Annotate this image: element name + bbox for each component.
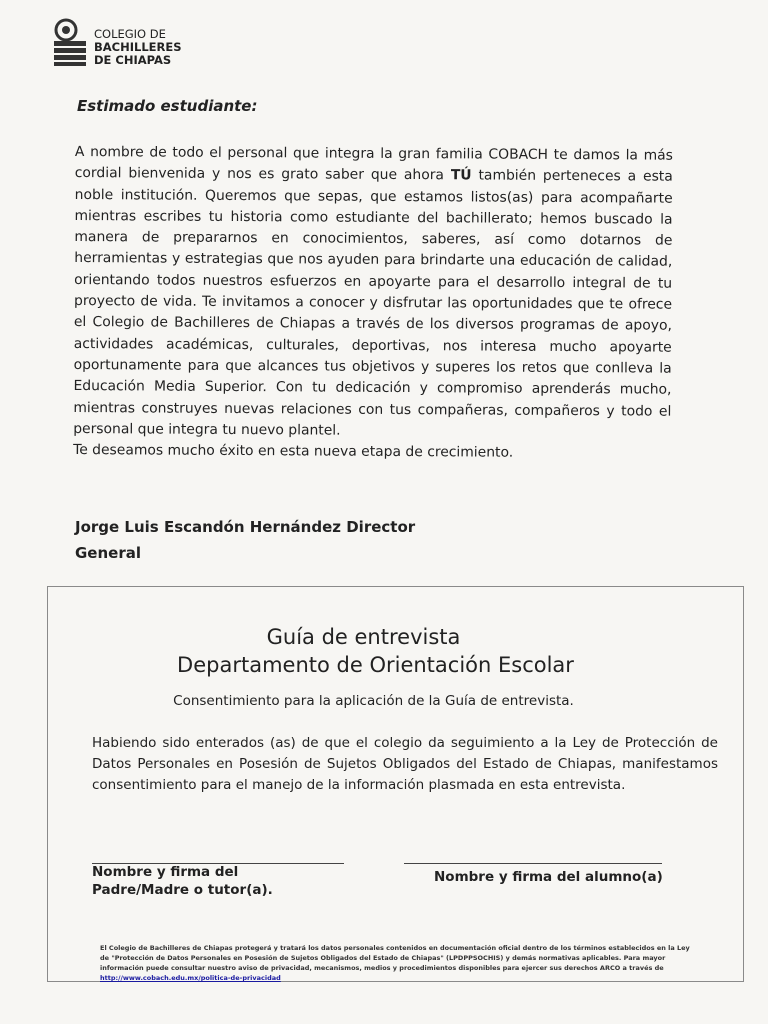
consent-paragraph: Habiendo sido enterados (as) de que el colegio da seguimiento a la Ley de Protección de Datos Personales en Posesión de Sujetos Obligados del Estado de Chiapas, manifestamos consentimiento para el manejo de la información plasmada en esta entrevista.	[92, 735, 718, 793]
logo-wordmark	[94, 28, 182, 67]
student-signature-line	[404, 863, 662, 864]
guide-subtitle: Consentimiento para la aplicación de la Guía de entrevista.	[173, 693, 574, 709]
student-signature-label: Nombre y firma del alumno(a)	[434, 869, 663, 885]
logo-line-2: BACHILLERES	[94, 40, 182, 54]
guide-department: Departamento de Orientación Escolar	[177, 653, 574, 677]
logo-line-1: COLEGIO DE	[94, 27, 166, 41]
letter-text-part-1: A nombre de todo el personal que integra la gran familia COBACH te damos la más cordial bienvenida y nos es grato saber que ahora	[74, 143, 673, 184]
letter-signature	[75, 514, 415, 566]
letter-greeting: Estimado estudiante:	[77, 97, 258, 115]
consent-form-box	[47, 586, 744, 982]
letter-text-part-2: también perteneces a esta noble institución. Queremos que sepas, que estamos listos(as) para acompañarte mientras escribes tu historia como estudiante del bachillerato; hemos buscado la manera de prepararnos en conocimientos, saberes, así como dotarnos de herramientas y estrategias que nos ayuden para brindarte una educación de calidad, orientando todos nuestros esfuerzos en apoyarte para el desarrollo integral de tu proyecto de vida. Te invitamos a conocer y disfrutar las oportunidades que te ofrece el Colegio de Bachilleres de Chiapas a través de los diversos programas de apoyo, actividades académicas, culturales, deportivas, nos interesa mucho apoyarte oportunamente para que alcances tus objetivos y superes los retos que conlleva la Educación Media Superior. Con tu dedicación y compromiso aprenderás mucho, mientras construyes nuevas relaciones con tus compañeras, compañeros y todo el personal que integra tu nuevo plantel.	[73, 167, 673, 439]
parent-signature-label-2: Padre/Madre o tutor(a).	[92, 882, 273, 898]
signature-line-1: Jorge Luis Escandón Hernández Director	[75, 518, 416, 536]
letter-paragraph	[73, 142, 673, 444]
parent-signature-label-1: Nombre y firma del	[92, 864, 239, 880]
privacy-notice	[100, 943, 700, 983]
guide-title: Guía de entrevista	[266, 625, 461, 649]
privacy-notice-text: El Colegio de Bachilleres de Chiapas protegerá y tratará los datos personales contenidos en documentación oficial dentro de los términos establecidos en la Ley de "Protección de Datos Personales en Posesión de Sujetos Obligados del Estado de Chiapas" (LPDPPSOCHIS) y demás normativas aplicables. Para mayor información puede consultar nuestro aviso de privacidad, mecanismos, medios y procedimientos disponibles para ejercer sus derechos ARCO a través de	[100, 944, 690, 972]
letter-emphasis-tu: TÚ	[450, 167, 472, 184]
signature-line-2: General	[75, 544, 141, 562]
privacy-policy-link[interactable]: http://www.cobach.edu.mx/politica-de-privacidad	[100, 974, 281, 982]
parent-signature-label	[92, 863, 273, 899]
letter-body	[73, 142, 673, 465]
letter-closing: Te deseamos mucho éxito en esta nueva etapa de crecimiento.	[73, 442, 514, 461]
logo-line-3: DE CHIAPAS	[94, 53, 172, 67]
